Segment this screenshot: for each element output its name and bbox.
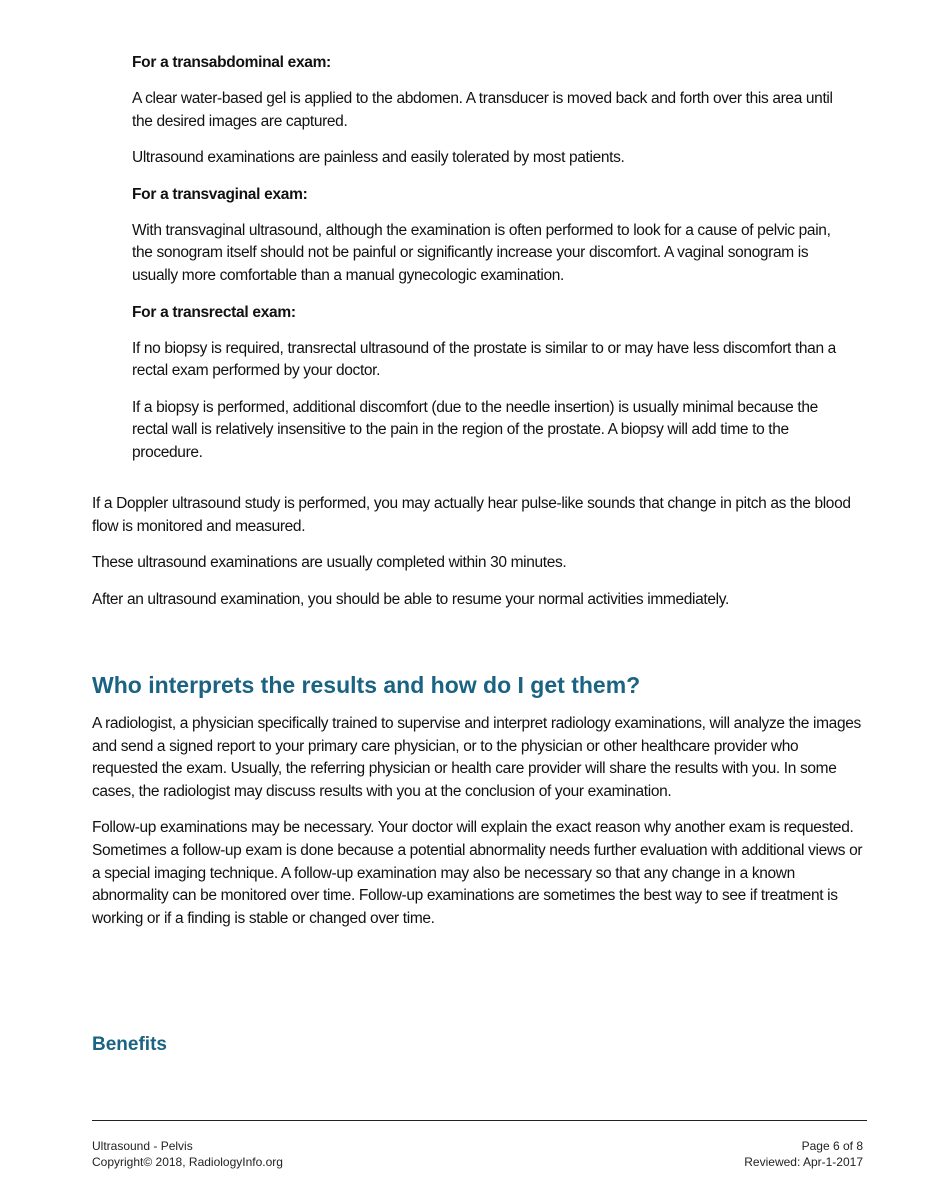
after-exam-paragraph: After an ultrasound examination, you should be able to resume your normal activities immediately.: [92, 590, 729, 608]
transrectal-biopsy-paragraph: If a biopsy is performed, additional discomfort (due to the needle insertion) is usually minimal because the rectal wall is relatively insensitive to the pain in the region of the prostate. A biopsy will add time to the procedure.: [132, 398, 818, 461]
exam-procedures-block: [132, 52, 847, 479]
footer-copyright: Copyright© 2018, RadiologyInfo.org: [92, 1155, 283, 1169]
benefits-heading: Benefits: [92, 1034, 167, 1055]
duration-paragraph: These ultrasound examinations are usually completed within 30 minutes.: [92, 554, 567, 572]
transvaginal-paragraph: With transvaginal ultrasound, although the examination is often performed to look for a cause of pelvic pain, the sonogram itself should not be painful or significantly increase your discomfort. A vaginal sonogram is usually more comfortable than a manual gynecologic examination.: [132, 221, 831, 284]
footer-page-number: Page 6 of 8: [801, 1139, 863, 1153]
transrectal-heading: For a transrectal exam:: [132, 303, 296, 321]
follow-up-paragraph: Follow-up examinations may be necessary. Your doctor will explain the exact reason why another exam is requested. Sometimes a follow-up exam is done because a potential abnormality needs further evaluation with additional views or a special imaging technique. A follow-up examination may also be necessary so that any change in a known abnormality can be monitored over time. Follow-up examinations are sometimes the best way to see if treatment is working or if a finding is stable or changed over time.: [92, 819, 863, 927]
results-section-heading: Who interprets the results and how do I get them?: [92, 672, 641, 698]
transabdominal-heading: For a transabdominal exam:: [132, 54, 331, 71]
radiologist-paragraph: A radiologist, a physician specifically trained to supervise and interpret radiology examinations, will analyze the images and send a signed report to your primary care physician, or to the physician or other healthcare provider who requested the exam. Usually, the referring physician or health care provider will share the results with you. In some cases, the radiologist may discuss results with you at the conclusion of your examination.: [92, 715, 861, 800]
results-section-body: [92, 713, 867, 944]
transabdominal-paragraph: A clear water-based gel is applied to the abdomen. A transducer is moved back and forth over this area until the desired images are captured.: [132, 90, 833, 130]
transrectal-no-biopsy-paragraph: If no biopsy is required, transrectal ultrasound of the prostate is similar to or may have less discomfort than a rectal exam performed by your doctor.: [132, 339, 836, 380]
footer-doc-title: Ultrasound - Pelvis: [92, 1139, 193, 1153]
footer-divider: [92, 1120, 867, 1121]
doppler-paragraph: If a Doppler ultrasound study is performed, you may actually hear pulse-like sounds that change in pitch as the blood flow is monitored and measured.: [92, 495, 851, 535]
transabdominal-tolerance-paragraph: Ultrasound examinations are painless and easily tolerated by most patients.: [132, 149, 625, 167]
transvaginal-heading: For a transvaginal exam:: [132, 185, 308, 203]
general-info-block: [92, 493, 867, 625]
footer-reviewed-date: Reviewed: Apr-1-2017: [744, 1155, 863, 1169]
